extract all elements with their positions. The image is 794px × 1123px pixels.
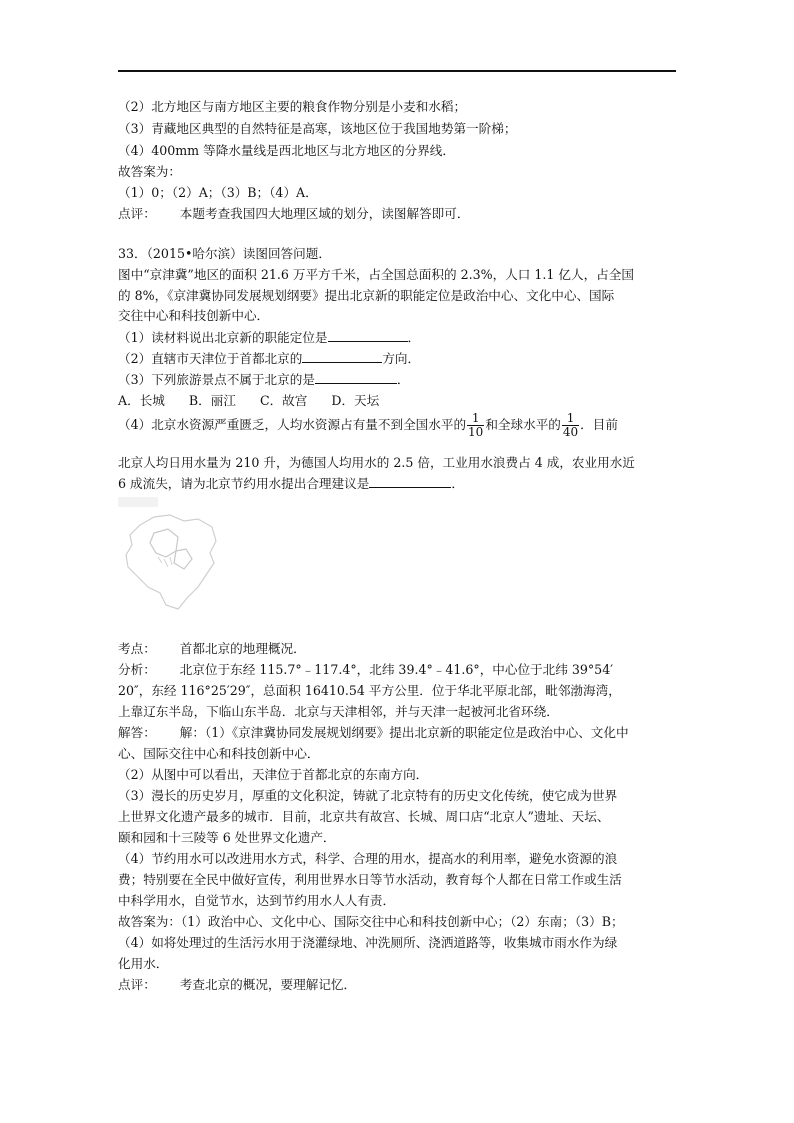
fraction-1-numerator: 1 xyxy=(467,412,484,426)
review-line xyxy=(118,976,356,994)
fraction-one-fortieth xyxy=(562,412,579,439)
sub-question-3-end: ． xyxy=(396,372,410,387)
sub-question-4-line-3 xyxy=(118,475,464,493)
analysis-line-3: 上靠辽东半岛，下临山东半岛．北京与天津相邻，并与天津一起被河北省环绕． xyxy=(118,704,559,719)
options-row xyxy=(118,392,379,410)
question-stem-2: 的 8%，《京津冀协同发展规划纲要》提出北京新的职能定位是政治中心、文化中心、国际 xyxy=(118,288,615,303)
analysis-label: 分析： xyxy=(118,662,156,677)
fraction-2-denominator: 40 xyxy=(562,425,579,439)
sub-question-4-after: ．目前 xyxy=(580,417,618,432)
option-c[interactable]: C．故宫 xyxy=(259,393,308,408)
final-answer-line-2: （4）如将处理过的生活污水用于浇灌绿地、冲洗厕所、浇洒道路等，收集城市雨水作为绿 xyxy=(118,935,618,950)
review-text: 考查北京的概况，要理解记忆． xyxy=(179,977,357,992)
solution-text-1: 解：（1）《京津冀协同发展规划纲要》提出北京新的职能定位是政治中心、文化中 xyxy=(179,725,629,740)
sub-question-3 xyxy=(118,371,410,389)
sub-question-1 xyxy=(118,329,420,347)
review-label: 点评： xyxy=(118,977,156,992)
prev-line-2: （2）北方地区与南方地区主要的粮食作物分别是小麦和水稻； xyxy=(118,99,467,114)
beijing-outline xyxy=(150,529,178,557)
question-title: 33．（2015•哈尔滨）读图回答问题． xyxy=(118,246,331,261)
sub-question-4-line-3-end: ． xyxy=(451,476,464,491)
prev-review-text: 本题考查我国四大地理区域的划分，读图解答即可． xyxy=(179,206,470,221)
sub-question-4 xyxy=(118,410,618,440)
solution-line-8: 费；特别要在全民中做好宣传，利用世界水日等节水活动，教育每个人都在日常工作或生活 xyxy=(118,872,622,887)
option-b[interactable]: B．丽江 xyxy=(188,393,236,408)
prev-answer: （1）0；（2）A；（3）B；（4）A． xyxy=(118,185,318,200)
header-rule xyxy=(118,70,676,72)
solution-line-6: 颐和园和十三陵等 6 处世界文化遗产． xyxy=(118,830,336,845)
prev-answer-label: 故答案为： xyxy=(118,164,181,179)
prev-review-label: 点评： xyxy=(118,206,156,221)
jingjinji-map-image xyxy=(118,497,228,615)
final-answer-text-1: （1）政治中心、文化中心、国际交往中心和科技创新中心；（2）东南；（3）B； xyxy=(180,914,624,929)
analysis-line-1 xyxy=(118,661,613,679)
question-stem-3: 交往中心和科技创新中心． xyxy=(118,308,270,323)
knowledge-point xyxy=(118,640,306,658)
knowledge-point-label: 考点： xyxy=(118,641,156,656)
knowledge-point-text: 首都北京的地理概况． xyxy=(179,641,306,656)
sub-question-4-line-3-text: 6 成流失，请为北京节约用水提出合理建议是 xyxy=(118,476,370,491)
final-answer-label: 故答案为： xyxy=(118,914,181,929)
solution-label: 解答： xyxy=(118,725,156,740)
answer-blank-3[interactable] xyxy=(315,371,397,384)
final-answer-line-3: 化用水． xyxy=(118,956,169,971)
fraction-one-tenth xyxy=(467,412,484,439)
final-answer-line-1 xyxy=(118,913,624,931)
solution-line-4: （3）漫长的历史岁月，厚重的文化积淀，铸就了北京特有的历史文化传统，使它成为世界 xyxy=(118,788,618,803)
sub-question-2-text: （2）直辖市天津位于首都北京的 xyxy=(118,351,303,366)
sub-question-4-mid: 和全球水平的 xyxy=(485,417,561,432)
option-a[interactable]: A．长城 xyxy=(118,393,165,408)
sub-question-3-text: （3）下列旅游景点不属于北京的是 xyxy=(118,372,315,387)
answer-blank-4[interactable] xyxy=(369,475,451,488)
fraction-1-denominator: 10 xyxy=(468,425,484,439)
solution-line-2: 心、国际交往中心和科技创新中心． xyxy=(118,746,320,761)
map-marks xyxy=(158,557,172,567)
prev-line-3: （3）青藏地区典型的自然特征是高寒，该地区位于我国地势第一阶梯； xyxy=(118,121,517,136)
sub-question-2-end: 方向． xyxy=(382,351,421,366)
analysis-text-1: 北京位于东经 115.7°﹣117.4°，北纬 39.4°﹣41.6°，中心位于北纬 39°54′ xyxy=(179,662,614,677)
prev-review xyxy=(118,205,469,223)
tianjin-outline xyxy=(174,549,192,569)
prev-line-4: （4）400mm 等降水量线是西北地区与北方地区的分界线． xyxy=(118,143,455,158)
solution-line-9: 中科学用水，自觉节水，达到节约用水人人有责． xyxy=(118,893,396,908)
sub-question-1-text: （1）读材料说出北京新的职能定位是 xyxy=(118,330,328,345)
option-d[interactable]: D．天坛 xyxy=(331,393,380,408)
fraction-2-numerator: 1 xyxy=(562,412,579,426)
solution-line-1 xyxy=(118,724,629,742)
sub-question-1-end: ． xyxy=(407,330,421,345)
sub-question-4-line-2: 北京人均日用水量为 210 升，为德国人均用水的 2.5 倍，工业用水浪费占 4 成，农业用水近 xyxy=(118,455,635,470)
answer-blank-1[interactable] xyxy=(328,329,408,342)
solution-line-5: 上世界文化遗产最多的城市．目前，北京共有故宫、长城、周口店“北京人”遗址、天坛、 xyxy=(118,809,610,824)
answer-blank-2[interactable] xyxy=(302,350,382,363)
analysis-line-2: 20″，东经 116°25′29″，总面积 16410.54 平方公里．位于华北平原北部，毗邻渤海湾， xyxy=(118,683,621,698)
map-caption-smudge xyxy=(118,497,158,507)
sub-question-2 xyxy=(118,350,420,368)
solution-line-3: （2）从图中可以看出，天津位于首都北京的东南方向． xyxy=(118,767,429,782)
sub-question-4-text: （4）北京水资源严重匮乏，人均水资源占有量不到全国水平的 xyxy=(118,417,467,432)
solution-line-7: （4）节约用水可以改进用水方式，科学、合理的用水，提高水的利用率，避免水资源的浪 xyxy=(118,851,618,866)
question-stem-1: 图中“京津冀”地区的面积 21.6 万平方千米，占全国总面积的 2.3%，人口 1.1 亿人，占全国 xyxy=(118,267,634,282)
